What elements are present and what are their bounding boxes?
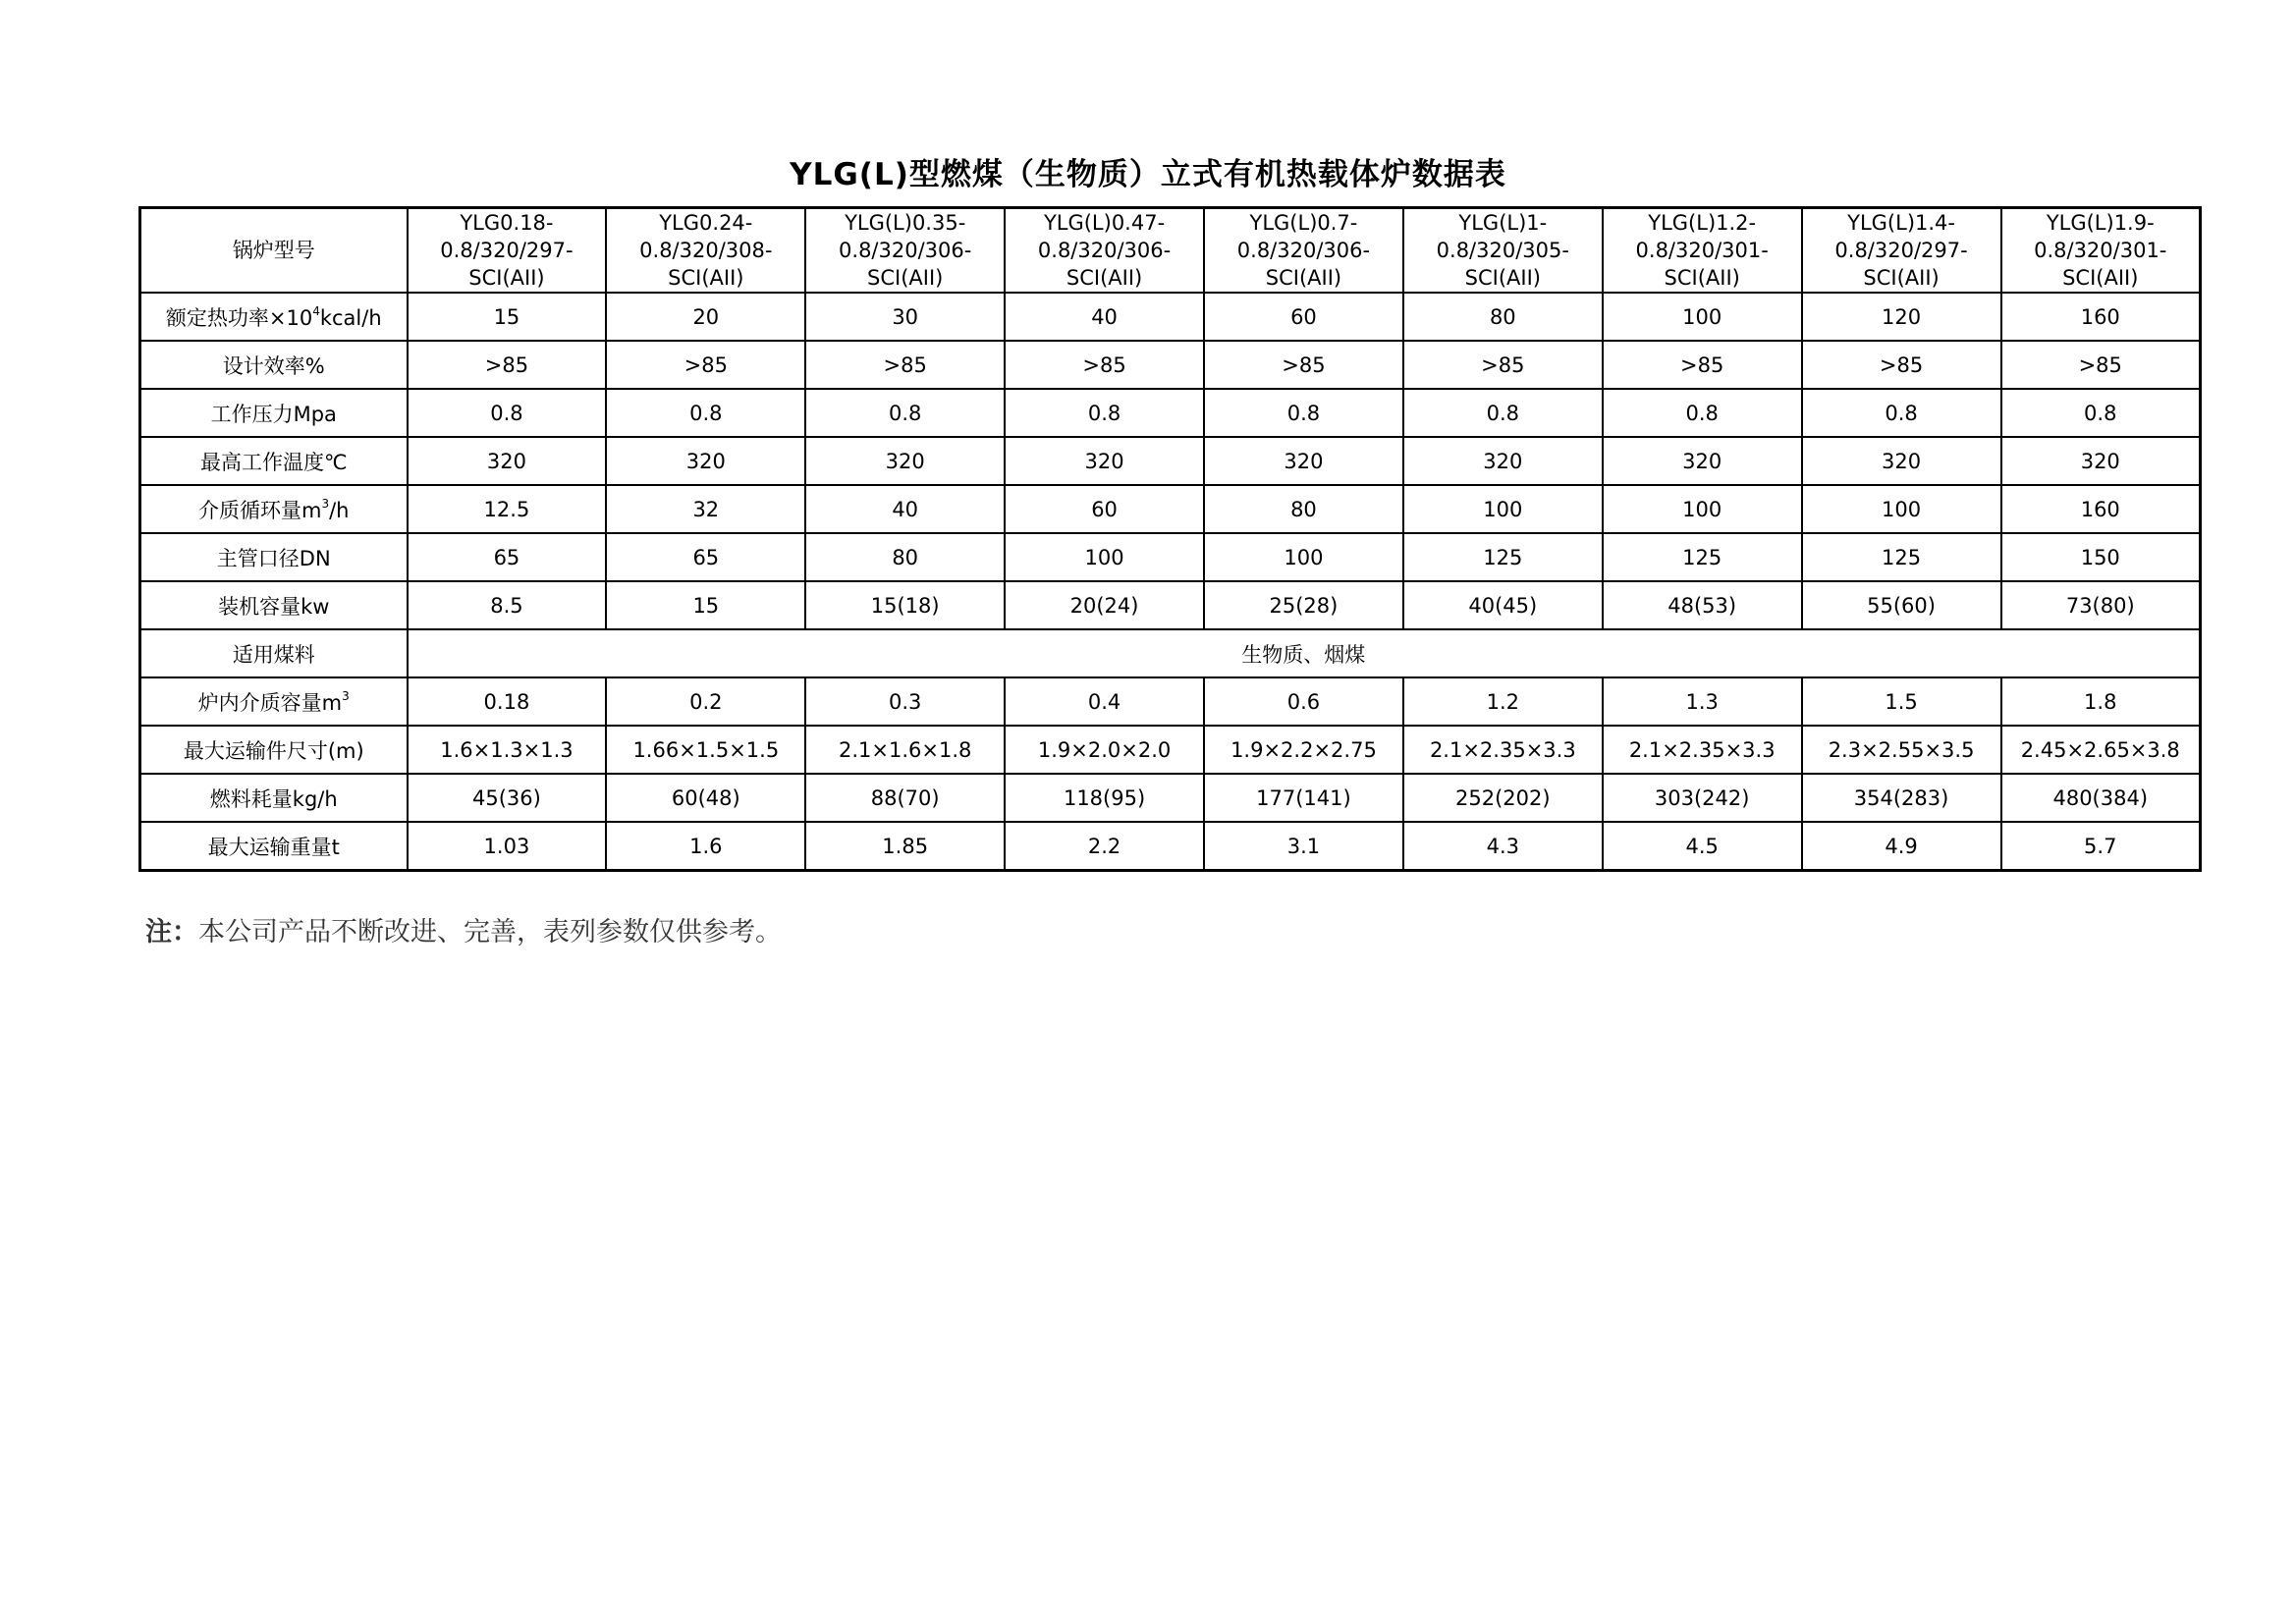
value-cell bbox=[1005, 533, 1204, 581]
value-cell bbox=[1403, 677, 1603, 726]
cell-value: 1.6×1.3×1.3 bbox=[440, 737, 574, 762]
value-cell bbox=[1802, 341, 2001, 389]
cell-value: 0.18 bbox=[483, 689, 530, 714]
cell-value: 30 bbox=[892, 304, 919, 329]
cell-value: 32 bbox=[692, 497, 720, 521]
cell-value: >85 bbox=[883, 352, 927, 377]
cell-value: 1.9×2.0×2.0 bbox=[1037, 737, 1172, 762]
cell-value: 60 bbox=[1290, 304, 1317, 329]
model-name-line: YLG(L)0.47- bbox=[1043, 211, 1166, 235]
model-cell bbox=[408, 208, 607, 294]
cell-value: 8.5 bbox=[490, 593, 523, 618]
value-cell bbox=[408, 581, 607, 629]
table-row bbox=[140, 389, 2201, 437]
table-row bbox=[140, 726, 2201, 774]
cell-value: >85 bbox=[1879, 352, 1924, 377]
cell-value: 0.8 bbox=[888, 401, 922, 425]
model-name-line: SCI(AII) bbox=[867, 266, 944, 290]
cell-value: 2.2 bbox=[1087, 834, 1121, 858]
cell-value: 0.8 bbox=[1486, 401, 1520, 425]
cell-value: 320 bbox=[1483, 449, 1523, 473]
value-cell bbox=[408, 774, 607, 822]
value-cell bbox=[606, 437, 805, 485]
value-cell bbox=[1403, 485, 1603, 533]
row-label: 炉内介质容量m bbox=[197, 690, 343, 715]
cell-value: 65 bbox=[493, 545, 520, 569]
row-label-superscript: 3 bbox=[342, 688, 350, 703]
spec-table bbox=[138, 206, 2202, 872]
cell-value: 120 bbox=[1882, 304, 1922, 329]
cell-value: 100 bbox=[1682, 497, 1722, 521]
model-name-line: 0.8/320/301- bbox=[2034, 239, 2167, 262]
value-cell bbox=[606, 293, 805, 341]
cell-value: 0.8 bbox=[1685, 401, 1719, 425]
cell-value: 25(28) bbox=[1269, 593, 1339, 618]
table-row bbox=[140, 822, 2201, 871]
cell-value: 0.8 bbox=[2084, 401, 2117, 425]
cell-value: >85 bbox=[1282, 352, 1326, 377]
cell-value: >85 bbox=[1680, 352, 1724, 377]
cell-value: 177(141) bbox=[1256, 785, 1351, 810]
value-cell bbox=[1802, 726, 2001, 774]
value-cell bbox=[1005, 774, 1204, 822]
value-cell bbox=[606, 341, 805, 389]
cell-value: 0.4 bbox=[1087, 689, 1121, 714]
value-cell bbox=[805, 485, 1005, 533]
table-row bbox=[140, 293, 2201, 341]
cell-value: >85 bbox=[683, 352, 728, 377]
value-cell bbox=[1603, 726, 1802, 774]
model-name-line: YLG0.24- bbox=[659, 211, 753, 235]
row-label-cell bbox=[140, 437, 408, 485]
model-cell bbox=[2001, 208, 2201, 294]
cell-value: 0.8 bbox=[1087, 401, 1121, 425]
row-label-cell bbox=[140, 629, 408, 677]
cell-value: 88(70) bbox=[870, 785, 940, 810]
model-name-line: SCI(AII) bbox=[468, 266, 545, 290]
cell-value: 80 bbox=[1290, 497, 1317, 521]
cell-value: 125 bbox=[1682, 545, 1722, 569]
value-cell bbox=[1603, 581, 1802, 629]
model-name-line: YLG(L)1.2- bbox=[1648, 211, 1757, 235]
cell-value: 303(242) bbox=[1654, 785, 1750, 810]
model-cell bbox=[1204, 208, 1403, 294]
model-cell bbox=[1802, 208, 2001, 294]
row-label: 燃料耗量kg/h bbox=[209, 786, 338, 811]
value-cell bbox=[606, 389, 805, 437]
cell-value: 1.85 bbox=[882, 834, 929, 858]
cell-value: 125 bbox=[1483, 545, 1523, 569]
cell-value: 160 bbox=[2080, 497, 2120, 521]
row-label-cell bbox=[140, 677, 408, 726]
cell-value: 60(48) bbox=[671, 785, 740, 810]
header-label-cell bbox=[140, 208, 408, 294]
value-cell bbox=[2001, 293, 2201, 341]
cell-value: 73(80) bbox=[2065, 593, 2135, 618]
model-name-line: 0.8/320/305- bbox=[1436, 239, 1569, 262]
cell-value: 15 bbox=[692, 593, 720, 618]
value-cell bbox=[408, 533, 607, 581]
cell-value: 3.1 bbox=[1286, 834, 1321, 858]
table-row bbox=[140, 533, 2201, 581]
cell-value: 150 bbox=[2080, 545, 2120, 569]
value-cell bbox=[1802, 293, 2001, 341]
cell-value: 320 bbox=[885, 449, 925, 473]
value-cell bbox=[1403, 293, 1603, 341]
row-label-superscript: 4 bbox=[312, 303, 320, 318]
model-name-line: YLG0.18- bbox=[460, 211, 554, 235]
cell-value: 118(95) bbox=[1063, 785, 1146, 810]
cell-value: 15(18) bbox=[870, 593, 940, 618]
row-label-cell bbox=[140, 389, 408, 437]
model-name-line: SCI(AII) bbox=[668, 266, 744, 290]
value-cell bbox=[1204, 485, 1403, 533]
value-cell bbox=[1603, 533, 1802, 581]
value-cell bbox=[408, 677, 607, 726]
value-cell bbox=[1204, 293, 1403, 341]
cell-value: 1.3 bbox=[1685, 689, 1719, 714]
cell-value: 2.1×1.6×1.8 bbox=[838, 737, 972, 762]
row-label: 最大运输重量t bbox=[207, 835, 340, 859]
model-name-line: 0.8/320/306- bbox=[1236, 239, 1371, 262]
row-label-superscript: 3 bbox=[321, 496, 330, 511]
value-cell bbox=[2001, 437, 2201, 485]
value-cell bbox=[2001, 341, 2201, 389]
value-cell bbox=[1403, 774, 1603, 822]
cell-value: 1.9×2.2×2.75 bbox=[1230, 737, 1377, 762]
model-name-line: YLG(L)1.9- bbox=[2046, 211, 2155, 235]
row-label-cell bbox=[140, 341, 408, 389]
value-cell bbox=[1802, 822, 2001, 871]
cell-value: 12.5 bbox=[483, 497, 530, 521]
value-cell bbox=[606, 485, 805, 533]
page-title: YLG(L)型燃煤（生物质）立式有机热载体炉数据表 bbox=[790, 157, 1506, 192]
cell-value: 100 bbox=[1084, 545, 1124, 569]
cell-value: 100 bbox=[1882, 497, 1922, 521]
cell-value: 48(53) bbox=[1667, 593, 1737, 618]
value-cell bbox=[408, 485, 607, 533]
row-label: 额定热功率×10 bbox=[165, 305, 313, 330]
cell-value: 480(384) bbox=[2052, 785, 2149, 810]
cell-value: 320 bbox=[486, 449, 526, 473]
model-name-line: SCI(AII) bbox=[1265, 266, 1342, 290]
cell-value: 1.5 bbox=[1885, 689, 1918, 714]
cell-value: 320 bbox=[1284, 449, 1324, 473]
cell-value: 0.8 bbox=[689, 401, 723, 425]
value-cell bbox=[805, 581, 1005, 629]
cell-value: 1.2 bbox=[1486, 689, 1520, 714]
cell-value: 320 bbox=[1882, 449, 1922, 473]
merged-value-cell bbox=[408, 629, 2201, 677]
row-label: 设计效率% bbox=[222, 353, 325, 378]
cell-value: 4.9 bbox=[1885, 834, 1918, 858]
row-label-unit: /h bbox=[329, 498, 350, 522]
cell-value: 320 bbox=[2080, 449, 2120, 473]
cell-value: 100 bbox=[1682, 304, 1722, 329]
value-cell bbox=[408, 822, 607, 871]
value-cell bbox=[1802, 533, 2001, 581]
cell-value: 45(36) bbox=[472, 785, 541, 810]
value-cell bbox=[805, 533, 1005, 581]
cell-value: >85 bbox=[1082, 352, 1126, 377]
value-cell bbox=[606, 533, 805, 581]
cell-value: 40(45) bbox=[1468, 593, 1538, 618]
value-cell bbox=[1204, 581, 1403, 629]
value-cell bbox=[1403, 581, 1603, 629]
model-name-line: SCI(AII) bbox=[1464, 266, 1541, 290]
cell-value: 55(60) bbox=[1867, 593, 1936, 618]
model-name-line: SCI(AII) bbox=[1066, 266, 1143, 290]
cell-value: 0.3 bbox=[888, 689, 922, 714]
value-cell bbox=[2001, 774, 2201, 822]
table-row bbox=[140, 629, 2201, 677]
row-label-cell bbox=[140, 774, 408, 822]
value-cell bbox=[1802, 485, 2001, 533]
model-cell bbox=[1603, 208, 1802, 294]
value-cell bbox=[2001, 677, 2201, 726]
value-cell bbox=[1603, 485, 1802, 533]
model-cell bbox=[1005, 208, 1204, 294]
value-cell bbox=[1603, 437, 1802, 485]
table-row bbox=[140, 774, 2201, 822]
table-row bbox=[140, 677, 2201, 726]
row-label: 主管口径DN bbox=[216, 546, 331, 570]
model-cell bbox=[805, 208, 1005, 294]
value-cell bbox=[1204, 726, 1403, 774]
cell-value: 40 bbox=[892, 497, 919, 521]
cell-value: 80 bbox=[1489, 304, 1516, 329]
value-cell bbox=[606, 581, 805, 629]
value-cell bbox=[1005, 293, 1204, 341]
model-name-line: SCI(AII) bbox=[1664, 266, 1740, 290]
value-cell bbox=[1802, 437, 2001, 485]
value-cell bbox=[2001, 485, 2201, 533]
value-cell bbox=[1403, 822, 1603, 871]
value-cell bbox=[606, 774, 805, 822]
model-name-line: 0.8/320/297- bbox=[1834, 239, 1968, 262]
row-label-cell bbox=[140, 822, 408, 871]
value-cell bbox=[1204, 389, 1403, 437]
cell-value: 320 bbox=[685, 449, 726, 473]
cell-value: 60 bbox=[1091, 497, 1118, 521]
cell-value: 320 bbox=[1084, 449, 1124, 473]
value-cell bbox=[1005, 485, 1204, 533]
cell-value: 354(283) bbox=[1853, 785, 1949, 810]
value-cell bbox=[1005, 437, 1204, 485]
value-cell bbox=[805, 389, 1005, 437]
table-row bbox=[140, 485, 2201, 533]
value-cell bbox=[2001, 581, 2201, 629]
model-name-line: 0.8/320/306- bbox=[1037, 239, 1172, 262]
value-cell bbox=[606, 726, 805, 774]
value-cell bbox=[1403, 726, 1603, 774]
value-cell bbox=[1204, 822, 1403, 871]
cell-value: 1.8 bbox=[2084, 689, 2117, 714]
model-cell bbox=[606, 208, 805, 294]
value-cell bbox=[1802, 774, 2001, 822]
row-label-cell bbox=[140, 293, 408, 341]
cell-value: 2.1×2.35×3.3 bbox=[1429, 737, 1576, 762]
value-cell bbox=[805, 774, 1005, 822]
row-label-cell bbox=[140, 726, 408, 774]
row-label: 适用煤料 bbox=[232, 642, 315, 667]
value-cell bbox=[805, 822, 1005, 871]
cell-value: 2.45×2.65×3.8 bbox=[2020, 737, 2180, 762]
row-label: 介质循环量m bbox=[198, 498, 322, 522]
value-cell bbox=[408, 389, 607, 437]
value-cell bbox=[1802, 677, 2001, 726]
model-name-line: YLG(L)0.35- bbox=[845, 211, 966, 235]
row-label-cell bbox=[140, 485, 408, 533]
value-cell bbox=[805, 677, 1005, 726]
value-cell bbox=[408, 437, 607, 485]
row-label-cell bbox=[140, 581, 408, 629]
row-label: 最大运输件尺寸(m) bbox=[183, 738, 364, 763]
value-cell bbox=[1005, 581, 1204, 629]
cell-value: 100 bbox=[1483, 497, 1523, 521]
model-name-line: 0.8/320/301- bbox=[1635, 239, 1769, 262]
table-row bbox=[140, 437, 2201, 485]
value-cell bbox=[1603, 774, 1802, 822]
cell-value: 0.8 bbox=[1885, 401, 1918, 425]
value-cell bbox=[1403, 389, 1603, 437]
value-cell bbox=[1403, 437, 1603, 485]
value-cell bbox=[1802, 389, 2001, 437]
model-name-line: YLG(L)1.4- bbox=[1847, 211, 1955, 235]
table-row bbox=[140, 341, 2201, 389]
cell-value: 0.8 bbox=[490, 401, 523, 425]
value-cell bbox=[2001, 533, 2201, 581]
cell-value: 20 bbox=[692, 304, 720, 329]
value-cell bbox=[1403, 533, 1603, 581]
footnote bbox=[145, 910, 782, 948]
header-row bbox=[140, 208, 2201, 294]
model-name-line: YLG(L)1- bbox=[1458, 211, 1548, 235]
cell-value: 160 bbox=[2080, 304, 2120, 329]
model-name-line: SCI(AII) bbox=[2062, 266, 2139, 290]
value-cell bbox=[1005, 726, 1204, 774]
cell-value: 15 bbox=[493, 304, 520, 329]
value-cell bbox=[1603, 341, 1802, 389]
value-cell bbox=[2001, 822, 2201, 871]
value-cell bbox=[606, 822, 805, 871]
footnote-text: 本公司产品不断改进、完善，表列参数仅供参考。 bbox=[198, 917, 782, 947]
value-cell bbox=[1204, 437, 1403, 485]
model-name-line: YLG(L)0.7- bbox=[1249, 211, 1358, 235]
cell-value: 1.03 bbox=[483, 834, 530, 858]
value-cell bbox=[1005, 677, 1204, 726]
row-label-unit: kcal/h bbox=[319, 305, 382, 330]
cell-value: 2.1×2.35×3.3 bbox=[1628, 737, 1776, 762]
value-cell bbox=[1204, 341, 1403, 389]
model-name-line: 0.8/320/306- bbox=[839, 239, 972, 262]
cell-value: 0.8 bbox=[1286, 401, 1321, 425]
model-name-line: 0.8/320/308- bbox=[639, 239, 773, 262]
cell-value: 20(24) bbox=[1069, 593, 1139, 618]
value-cell bbox=[606, 677, 805, 726]
model-cell bbox=[1403, 208, 1603, 294]
value-cell bbox=[805, 293, 1005, 341]
cell-value: 4.3 bbox=[1486, 834, 1520, 858]
value-cell bbox=[805, 341, 1005, 389]
cell-value: 100 bbox=[1284, 545, 1324, 569]
cell-value: 1.6 bbox=[689, 834, 723, 858]
value-cell bbox=[805, 726, 1005, 774]
model-name-line: SCI(AII) bbox=[1863, 266, 1940, 290]
row-label: 最高工作温度℃ bbox=[199, 450, 348, 474]
value-cell bbox=[805, 437, 1005, 485]
row-label: 装机容量kw bbox=[218, 594, 330, 619]
cell-value: 1.66×1.5×1.5 bbox=[632, 737, 780, 762]
cell-value: 40 bbox=[1091, 304, 1118, 329]
value-cell bbox=[2001, 389, 2201, 437]
cell-value: 2.3×2.55×3.5 bbox=[1828, 737, 1975, 762]
model-name-line: 0.8/320/297- bbox=[440, 239, 574, 262]
spec-table-body bbox=[140, 208, 2201, 871]
cell-value: 5.7 bbox=[2084, 834, 2117, 858]
cell-value: 125 bbox=[1882, 545, 1922, 569]
value-cell bbox=[1603, 293, 1802, 341]
value-cell bbox=[1603, 822, 1802, 871]
cell-value: >85 bbox=[1481, 352, 1525, 377]
merged-value: 生物质、烟煤 bbox=[1241, 642, 1366, 667]
row-label: 工作压力Mpa bbox=[210, 402, 337, 426]
cell-value: 252(202) bbox=[1455, 785, 1551, 810]
value-cell bbox=[408, 726, 607, 774]
value-cell bbox=[1603, 677, 1802, 726]
value-cell bbox=[1204, 774, 1403, 822]
cell-value: >85 bbox=[2078, 352, 2122, 377]
value-cell bbox=[408, 341, 607, 389]
cell-value: 320 bbox=[1682, 449, 1722, 473]
cell-value: 0.2 bbox=[689, 689, 723, 714]
value-cell bbox=[1603, 389, 1802, 437]
value-cell bbox=[408, 293, 607, 341]
cell-value: 65 bbox=[692, 545, 720, 569]
value-cell bbox=[1005, 822, 1204, 871]
cell-value: 0.6 bbox=[1286, 689, 1321, 714]
row-label-cell bbox=[140, 533, 408, 581]
value-cell bbox=[2001, 726, 2201, 774]
value-cell bbox=[1005, 341, 1204, 389]
table-row bbox=[140, 581, 2201, 629]
value-cell bbox=[1005, 389, 1204, 437]
cell-value: 4.5 bbox=[1685, 834, 1719, 858]
value-cell bbox=[1403, 341, 1603, 389]
cell-value: >85 bbox=[484, 352, 529, 377]
value-cell bbox=[1204, 677, 1403, 726]
header-label: 锅炉型号 bbox=[232, 239, 315, 262]
footnote-label: 注： bbox=[145, 917, 198, 947]
value-cell bbox=[1204, 533, 1403, 581]
cell-value: 80 bbox=[892, 545, 919, 569]
value-cell bbox=[1802, 581, 2001, 629]
